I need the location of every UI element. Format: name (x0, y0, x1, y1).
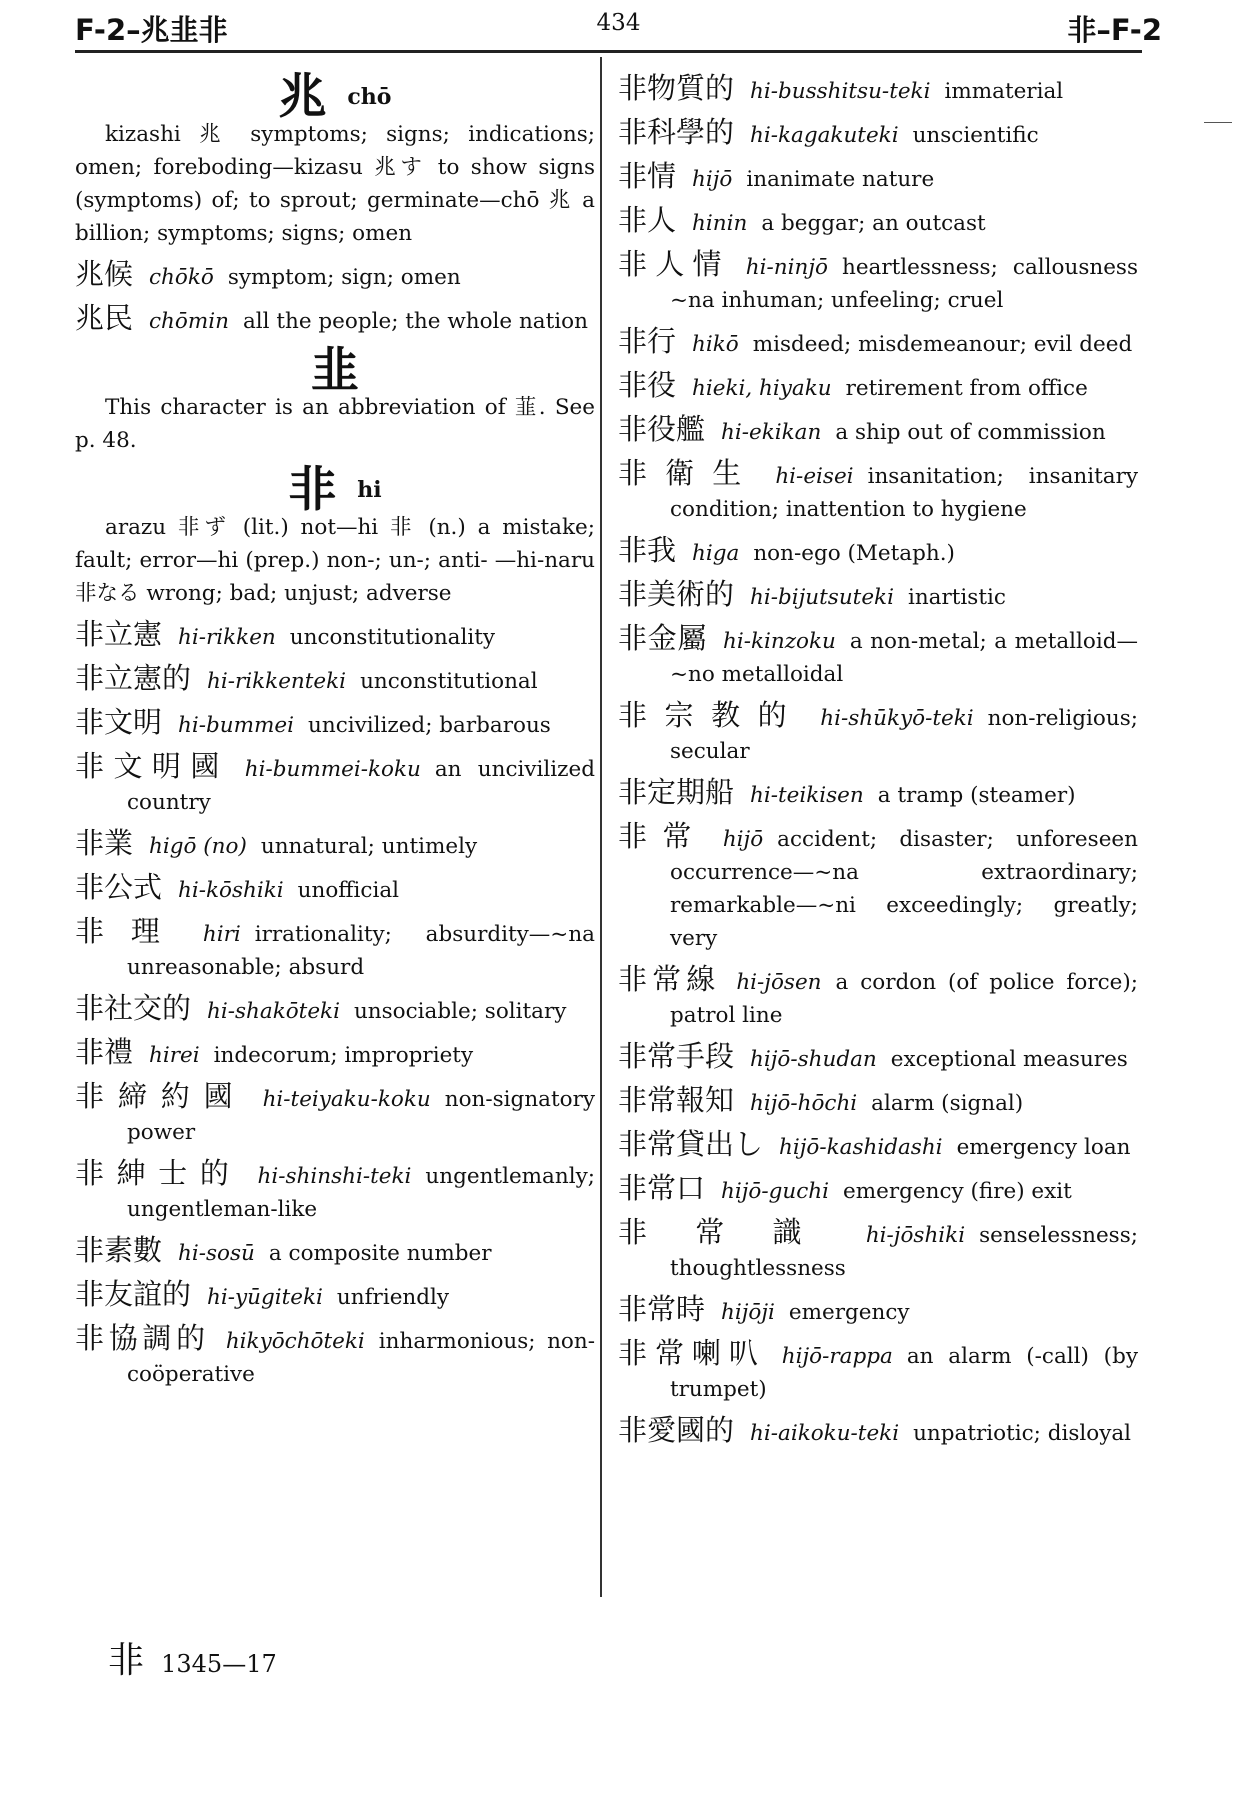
dictionary-entry (618, 776, 1138, 812)
dictionary-entry (75, 1322, 595, 1391)
entry-romaji: hijō-rappa (781, 1344, 893, 1369)
entry-romaji: hi-ekikan (721, 420, 822, 445)
dictionary-entry (618, 622, 1138, 691)
entry-romaji: hinin (692, 211, 748, 236)
entry-romaji: hi-bijutsuteki (750, 585, 894, 610)
footer-number: 1345—17 (161, 1650, 277, 1678)
entry-romaji: hi-kagakuteki (750, 123, 899, 148)
entry-definition: a cordon (of police force); patrol line (670, 970, 1138, 1028)
entry-definition: ungentlemanly; ungentleman-like (127, 1163, 595, 1222)
entry-definition: an alarm (-call) (by trumpet) (670, 1344, 1138, 1402)
dictionary-entry (75, 1278, 595, 1314)
dictionary-entry (75, 915, 595, 984)
entry-kanji: 非役艦 (618, 412, 706, 446)
entry-kanji: 非友誼的 (75, 1276, 192, 1311)
entry-kanji: 非協調的 (75, 1320, 210, 1355)
dictionary-entry (618, 204, 1138, 240)
entry-definition: unsociable; solitary (353, 998, 567, 1024)
entry-kanji: 非締約國 (75, 1078, 247, 1113)
entry-definition: accident; disaster; unforeseen occurrence—~na extraordinary; remarkable—~ni exceedingly; greatly; very (670, 827, 1138, 951)
entry-romaji: hi-shūkyō-teki (820, 706, 974, 731)
entry-romaji: hijō-shudan (750, 1047, 877, 1072)
entry-kanji: 非人 (618, 203, 677, 237)
entry-kanji: 兆候 (75, 256, 134, 291)
dictionary-entry (618, 578, 1138, 614)
entry-definition: alarm (signal) (871, 1091, 1024, 1116)
section-heading (75, 68, 595, 125)
entry-definition: a non-metal; a metalloid—~no metalloidal (670, 629, 1138, 687)
dictionary-entry (75, 662, 595, 698)
heading-romaji: chō (347, 83, 392, 110)
dictionary-entry (618, 1293, 1138, 1329)
dictionary-entry (75, 1157, 595, 1226)
entry-definition: non-signatory power (127, 1086, 595, 1145)
entry-romaji: hi-aikoku-teki (750, 1421, 900, 1446)
entry-romaji: hi-jōshiki (865, 1223, 966, 1248)
entry-kanji: 非人情 (618, 247, 730, 281)
heading-romaji: hi (357, 476, 382, 503)
entry-romaji: chōmin (149, 308, 229, 334)
dictionary-entry (75, 827, 595, 863)
entry-romaji: hi-teiyaku-koku (262, 1086, 431, 1112)
entry-definition: unpatriotic; disloyal (913, 1421, 1132, 1446)
entry-kanji: 兆民 (75, 300, 134, 335)
entry-definition: emergency (fire) exit (843, 1179, 1072, 1204)
entry-definition: unnatural; untimely (260, 833, 478, 859)
section-nira (75, 342, 595, 458)
entry-kanji: 非公式 (75, 869, 163, 904)
entry-kanji: 非文明 (75, 704, 163, 739)
dictionary-entry (75, 750, 595, 819)
entry-definition: uncivilized; barbarous (308, 712, 551, 738)
entry-kanji: 非常報知 (618, 1083, 735, 1117)
entry-definition: inharmonious; non-coöperative (127, 1328, 595, 1387)
header-left: F-2–兆韭非 (75, 13, 228, 47)
entry-definition: irrationality; absurdity—~na unreasonable; absurd (127, 921, 595, 980)
dictionary-entry (618, 963, 1138, 1032)
entry-romaji: higō (no) (149, 833, 247, 859)
entry-definition: an uncivilized country (127, 756, 595, 815)
entry-definition: unconstitutionality (289, 624, 496, 650)
entry-romaji: hijō (692, 167, 733, 192)
entry-kanji: 非役 (618, 368, 677, 402)
dictionary-entry (618, 369, 1138, 405)
entry-definition: exceptional measures (890, 1047, 1128, 1072)
section-definition: This character is an abbreviation of 韮. See p. 48. (75, 395, 595, 453)
entry-definition: emergency (788, 1300, 910, 1325)
entry-romaji: hikyōchōteki (225, 1328, 365, 1354)
entry-kanji: 非行 (618, 324, 677, 358)
header-rule (75, 50, 1142, 53)
dictionary-entry (618, 160, 1138, 196)
entry-definition: retirement from office (845, 376, 1088, 401)
left-column (75, 64, 595, 1391)
entry-definition: a tramp (steamer) (877, 783, 1076, 808)
page-footer (108, 1632, 277, 1683)
section-definition: arazu 非ず (lit.) not—hi 非 (n.) a mistake; fault; error—hi (prep.) non-; un-; anti- —hi-naru 非なる wrong; bad; unjust; adverse (75, 514, 595, 606)
entry-romaji: hiri (202, 921, 241, 947)
dictionary-entry (618, 325, 1138, 361)
entry-romaji: hi-busshitsu-teki (750, 79, 931, 104)
dictionary-entry (75, 871, 595, 907)
dictionary-entry (618, 1040, 1138, 1076)
entry-romaji: hi-shakōteki (207, 998, 340, 1024)
entry-kanji: 非文明國 (75, 748, 229, 783)
entry-kanji: 非常手段 (618, 1039, 735, 1073)
entry-kanji: 非禮 (75, 1034, 134, 1069)
section-heading (75, 461, 595, 518)
dictionary-entry (75, 1080, 595, 1149)
entry-definition: heartlessness; callousness ~na inhuman; unfeeling; cruel (670, 255, 1138, 313)
dictionary-entry (618, 1337, 1138, 1406)
entry-romaji: higa (692, 541, 740, 566)
margin-mark (1204, 122, 1232, 123)
right-column (618, 64, 1138, 1450)
entry-kanji: 非常線 (618, 962, 721, 996)
column-divider (600, 57, 602, 1597)
page-number: 434 (596, 10, 641, 36)
entry-definition: non-ego (Metaph.) (753, 541, 955, 566)
entry-definition: a composite number (268, 1240, 492, 1266)
entry-definition: symptom; sign; omen (227, 264, 461, 290)
entry-definition: misdeed; misdemeanour; evil deed (752, 332, 1133, 357)
dictionary-entry (618, 820, 1138, 955)
entry-kanji: 非我 (618, 533, 677, 567)
entry-kanji: 非常時 (618, 1292, 706, 1326)
dictionary-entry (618, 72, 1138, 108)
entry-kanji: 非社交的 (75, 990, 192, 1025)
entry-kanji: 非愛國的 (618, 1413, 735, 1447)
entry-kanji: 非常喇叭 (618, 1336, 766, 1370)
entry-romaji: hi-yūgiteki (207, 1284, 323, 1310)
entry-kanji: 非美術的 (618, 577, 735, 611)
entry-romaji: hijō-kashidashi (779, 1135, 943, 1160)
dictionary-entry (618, 534, 1138, 570)
entry-definition: all the people; the whole nation (242, 308, 588, 334)
dictionary-entry (75, 258, 595, 294)
entry-kanji: 非理 (75, 913, 187, 948)
entry-romaji: hi-sosū (178, 1240, 255, 1266)
footer-kanji: 非 (108, 1640, 145, 1681)
dictionary-entry (75, 618, 595, 654)
entry-kanji: 非情 (618, 159, 677, 193)
entry-kanji: 非紳士的 (75, 1155, 242, 1190)
entry-definition: a beggar; an outcast (761, 211, 986, 236)
entry-kanji: 非常 (618, 819, 707, 853)
entry-definition: inartistic (907, 585, 1006, 610)
entry-kanji: 非常口 (618, 1171, 706, 1205)
dictionary-entry (75, 1036, 595, 1072)
dictionary-entry (618, 457, 1138, 526)
entry-definition: emergency loan (956, 1135, 1131, 1160)
entry-romaji: hi-rikken (178, 624, 276, 650)
section-cho (75, 68, 595, 338)
entry-kanji: 非素數 (75, 1232, 163, 1267)
heading-kanji: 兆 (278, 68, 327, 125)
entry-kanji: 非常識 (618, 1215, 850, 1249)
entry-kanji: 非常貸出し (618, 1127, 764, 1161)
entry-definition: a ship out of commission (835, 420, 1106, 445)
entry-romaji: hi-kinzoku (722, 629, 836, 654)
entry-definition: insanitation; insanitary condition; inattention to hygiene (670, 464, 1138, 522)
dictionary-entry (618, 1084, 1138, 1120)
entry-definition: non-religious; secular (670, 706, 1138, 764)
entry-romaji: hi-rikkenteki (207, 668, 347, 694)
entry-romaji: hi-bummei (178, 712, 294, 738)
section-definition: kizashi 兆 symptoms; signs; indications; omen; foreboding—kizasu 兆す to show signs (symptoms) of; to sprout; germinate—chō 兆 a billion; symptoms; signs; omen (75, 121, 595, 246)
entry-romaji: hi-bummei-koku (244, 756, 421, 782)
entry-definition: unscientific (912, 123, 1039, 148)
entry-kanji: 非立憲 (75, 616, 163, 651)
entry-romaji: hikō (692, 332, 739, 357)
dictionary-entry (618, 1172, 1138, 1208)
entry-definition: immaterial (944, 79, 1064, 104)
entry-romaji: hi-shinshi-teki (257, 1163, 412, 1189)
entry-romaji: hi-eisei (775, 464, 854, 489)
page-header (75, 8, 1162, 48)
entry-romaji: hi-jōsen (736, 970, 822, 995)
entry-romaji: hijōji (721, 1300, 775, 1325)
entry-kanji: 非定期船 (618, 775, 735, 809)
dictionary-entry (75, 992, 595, 1028)
dictionary-entry (618, 1414, 1138, 1450)
entry-romaji: hirei (149, 1042, 200, 1068)
entry-romaji: hijō (722, 827, 764, 852)
entry-kanji: 非物質的 (618, 71, 735, 105)
entry-romaji: hi-kōshiki (178, 877, 284, 903)
entry-kanji: 非立憲的 (75, 660, 192, 695)
entry-definition: indecorum; impropriety (213, 1042, 474, 1068)
entry-definition: unfriendly (336, 1284, 450, 1310)
dictionary-entry (618, 413, 1138, 449)
dictionary-entry (618, 1128, 1138, 1164)
entry-romaji: hi-teikisen (750, 783, 864, 808)
dictionary-entry (75, 302, 595, 338)
entry-kanji: 非宗教的 (618, 698, 805, 732)
section-hi (75, 461, 595, 1391)
entry-definition: unofficial (297, 877, 400, 903)
dictionary-entry (618, 1216, 1138, 1285)
entry-romaji: hieki, hiyaku (692, 376, 832, 401)
entry-kanji: 非衛生 (618, 456, 760, 490)
heading-kanji: 非 (288, 461, 337, 518)
section-heading (75, 342, 595, 398)
entry-romaji: hi-ninjō (745, 255, 828, 280)
dictionary-entry (618, 248, 1138, 317)
entry-kanji: 非金屬 (618, 621, 707, 655)
dictionary-entry (75, 706, 595, 742)
dictionary-entry (618, 699, 1138, 768)
entry-romaji: hijō-guchi (721, 1179, 829, 1204)
entry-romaji: hijō-hōchi (750, 1091, 858, 1116)
entry-definition: senselessness; thoughtlessness (670, 1223, 1138, 1281)
entry-kanji: 非科學的 (618, 115, 735, 149)
entry-definition: unconstitutional (360, 668, 538, 694)
entry-kanji: 非業 (75, 825, 134, 860)
heading-kanji: 韭 (310, 342, 359, 398)
dictionary-entry (75, 1234, 595, 1270)
dictionary-entry (618, 116, 1138, 152)
entry-romaji: chōkō (149, 264, 214, 290)
entry-definition: inanimate nature (746, 167, 935, 192)
header-right: 非–F-2 (1067, 13, 1162, 47)
